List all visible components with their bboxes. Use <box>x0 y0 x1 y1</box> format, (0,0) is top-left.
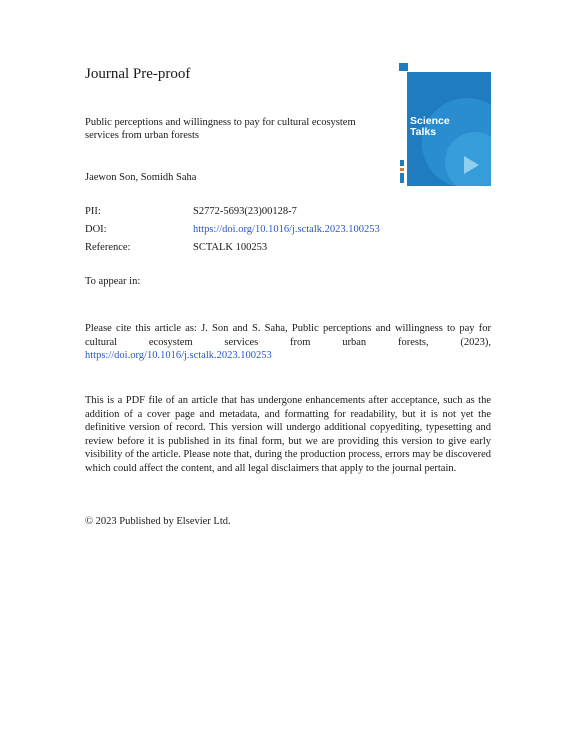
article-title: Public perceptions and willingness to pay for cultural ecosystem services from urban forests <box>85 117 356 141</box>
elsevier-logo-icon <box>399 63 408 71</box>
reference-label: Reference: <box>85 242 131 253</box>
citation-text: Please cite this article as: J. Son and S. Saha, Public perceptions and willingness to pay for cultural ecosystem services from urban forests, (2023), <box>85 323 491 348</box>
reference-value: SCTALK 100253 <box>193 242 268 253</box>
to-appear-in: To appear in: <box>85 276 141 287</box>
cover-journal-name-line1: Science <box>410 115 450 127</box>
article-authors: Jaewon Son, Somidh Saha <box>85 172 197 183</box>
citation-doi-link[interactable]: https://doi.org/10.1016/j.sctalk.2023.100253 <box>85 350 272 361</box>
cover-top-band <box>397 62 491 72</box>
pii-value: S2772-5693(23)00128-7 <box>193 206 297 217</box>
cover-journal-name-line2: Talks <box>410 126 437 138</box>
citation-paragraph <box>85 322 491 363</box>
notice-paragraph: This is a PDF file of an article that has undergone enhancements after acceptance, such as the addition of a cover page and metadata, and formatting for readability, but it is not yet the definitive version of record. This version will undergo additional copyediting, typesetting and review before it is published in its final form, but we are providing this version to give early visibility of the article. Please note that, during the production process, errors may be discovered which could affect the content, and all legal disclaimers that apply to the journal pertain. <box>85 395 491 474</box>
journal-pre-proof-label: Journal Pre-proof <box>85 66 191 82</box>
cover-publisher-mark-icon <box>399 160 405 184</box>
doi-label: DOI: <box>85 224 107 235</box>
journal-cover-image <box>397 62 491 186</box>
cover-play-triangle-icon <box>464 156 479 174</box>
cover-journal-name <box>410 116 450 138</box>
doi-link[interactable]: https://doi.org/10.1016/j.sctalk.2023.100253 <box>193 224 380 235</box>
copyright-notice: © 2023 Published by Elsevier Ltd. <box>85 516 231 527</box>
pii-label: PII: <box>85 206 101 217</box>
